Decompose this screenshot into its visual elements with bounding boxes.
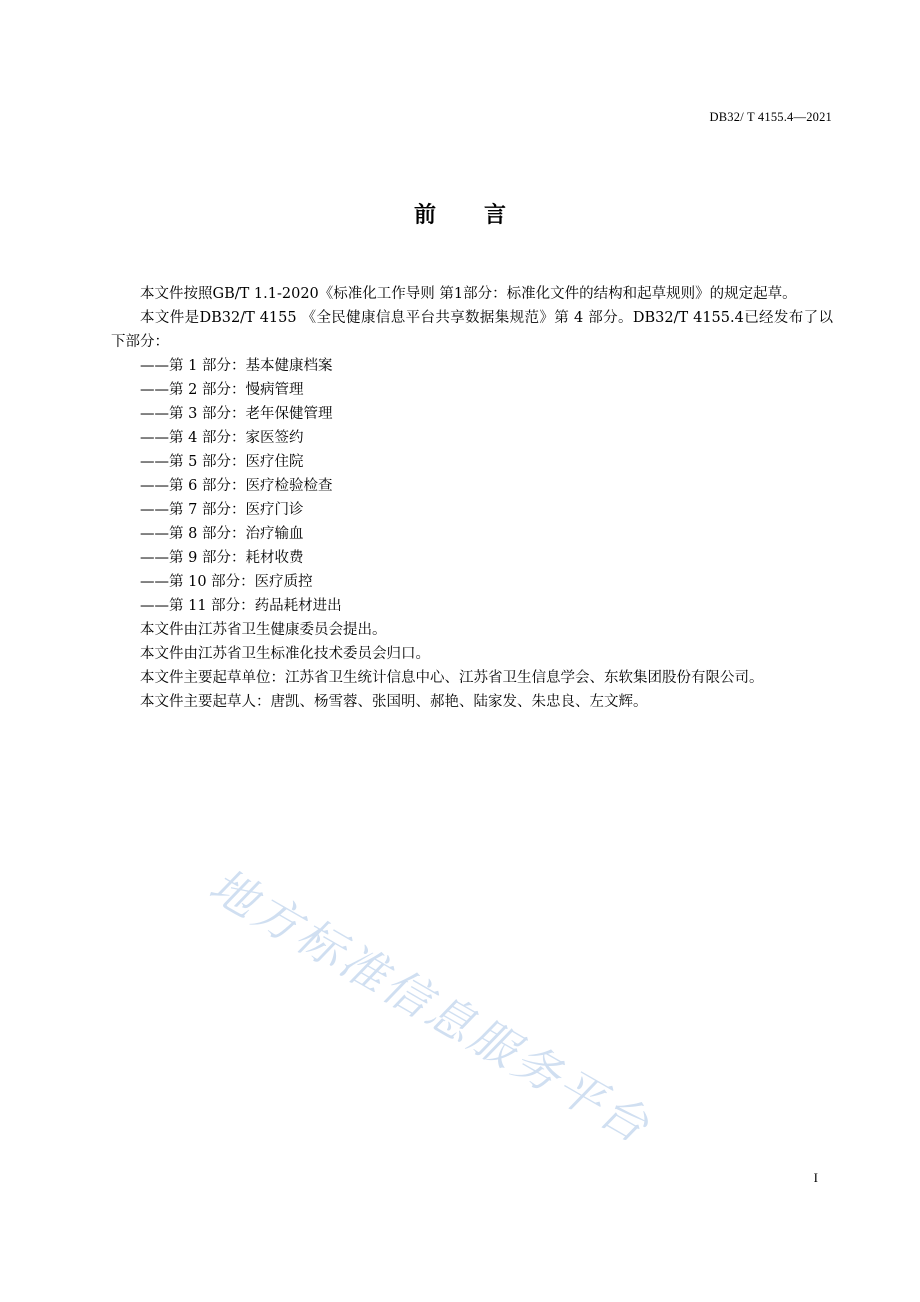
document-code: DB32/ T 4155.4—2021 xyxy=(709,110,832,124)
list-item: ——第 6 部分：医疗检验检查 xyxy=(140,478,333,494)
parts-list xyxy=(111,354,833,618)
list-item: ——第 11 部分：药品耗材进出 xyxy=(140,598,342,614)
list-item: ——第 7 部分：医疗门诊 xyxy=(140,502,304,518)
list-item: ——第 10 部分：医疗质控 xyxy=(140,574,313,590)
page-number: I xyxy=(813,1170,818,1185)
paragraph-proposer: 本文件由江苏省卫生健康委员会提出。 xyxy=(140,622,387,638)
paragraph-drafters: 本文件主要起草人：唐凯、杨雪蓉、张国明、郝艳、陆家发、朱忠良、左文辉。 xyxy=(140,694,648,710)
paragraph-drafting-units: 本文件主要起草单位：江苏省卫生统计信息中心、江苏省卫生信息学会、东软集团股份有限公司。 xyxy=(140,670,764,686)
paragraph-drafting-basis: 本文件按照GB/T 1.1-2020《标准化工作导则 第1部分：标准化文件的结构和起草规则》的规定起草。 xyxy=(140,286,797,302)
list-item: ——第 3 部分：老年保健管理 xyxy=(140,406,333,422)
page-title xyxy=(0,198,920,229)
list-item: ——第 4 部分：家医签约 xyxy=(140,430,304,446)
watermark: 地方标准信息服务平台 xyxy=(200,857,661,1155)
title-char-1: 前 xyxy=(413,203,436,228)
list-item: ——第 5 部分：医疗住院 xyxy=(140,454,304,470)
paragraph-administrator: 本文件由江苏省卫生标准化技术委员会归口。 xyxy=(140,646,430,662)
paragraph-document-series: 本文件是DB32/T 4155 《全民健康信息平台共享数据集规范》第 4 部分。DB32/T 4155.4已经发布了以下部分： xyxy=(111,310,833,350)
list-item: ——第 2 部分：慢病管理 xyxy=(140,382,304,398)
list-item: ——第 8 部分：治疗输血 xyxy=(140,526,304,542)
foreword-body xyxy=(111,282,833,714)
list-item: ——第 1 部分：基本健康档案 xyxy=(140,358,333,374)
list-item: ——第 9 部分：耗材收费 xyxy=(140,550,304,566)
title-char-2: 言 xyxy=(484,203,507,228)
